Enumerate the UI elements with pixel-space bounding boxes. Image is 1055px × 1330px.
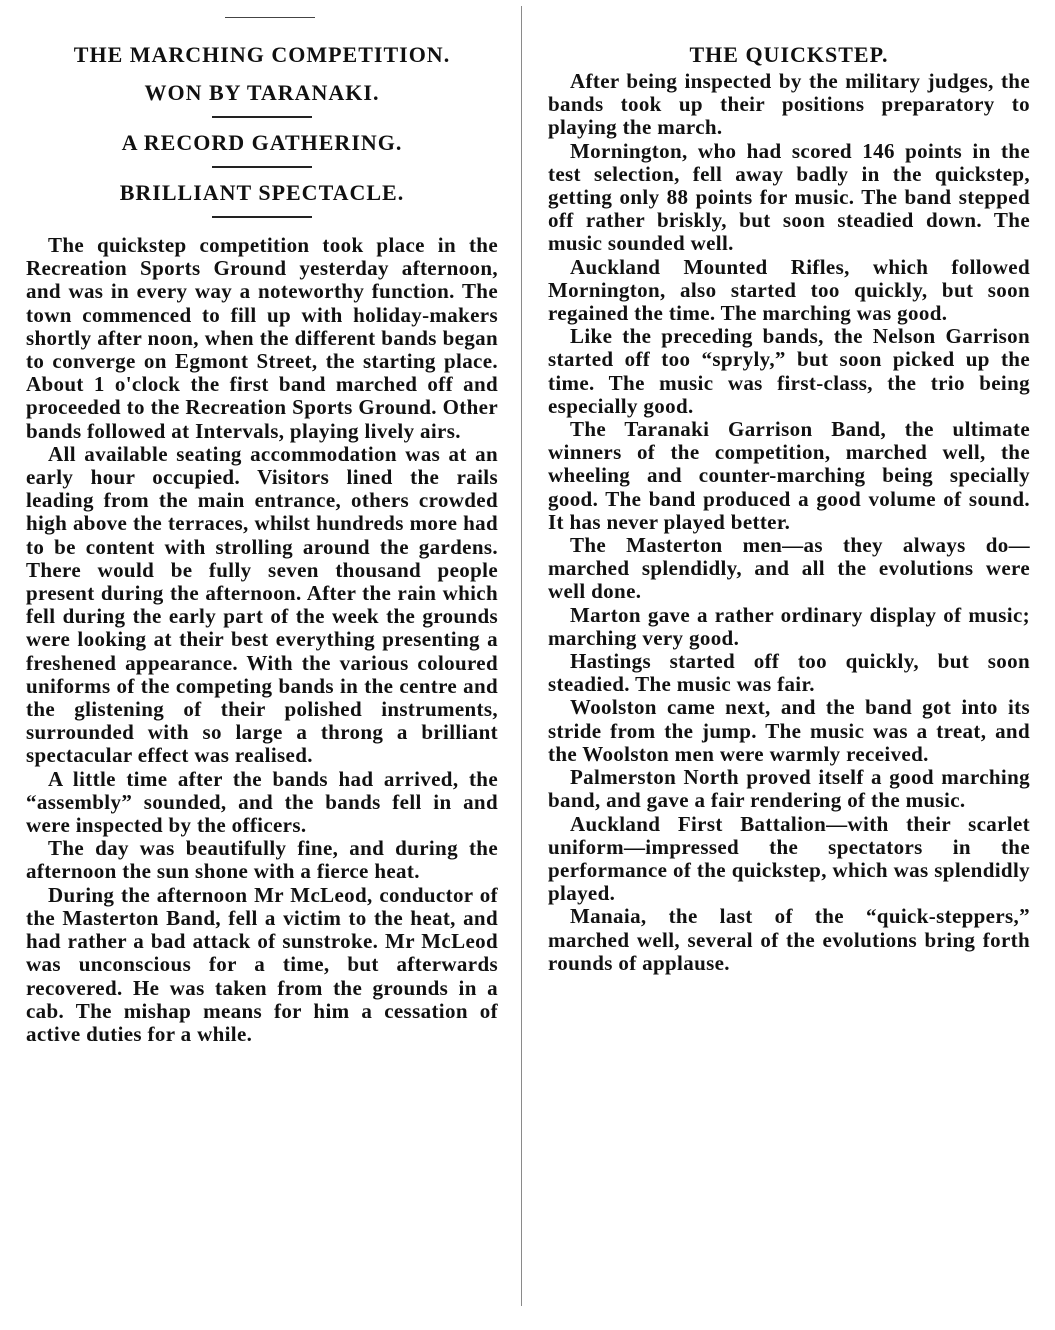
article-paragraph: During the afternoon Mr McLeod, conductor of the Masterton Band, fell a victim to the heat, and had rather a bad attack of sunstroke. Mr McLeod was unconscious for a time, but afterwards recovered. He was taken from the grounds in a cab. The mishap means for him a cessation of active duties for a while.	[26, 882, 498, 1046]
headline-rule	[212, 116, 312, 118]
article-paragraph: Mornington, who had scored 146 points in the test selection, fell away badly in the quickstep, getting only 88 points for music. The band stepped off rather briskly, but soon steadied down. The music sounded well.	[548, 138, 1030, 256]
article-paragraph: Marton gave a rather ordinary display of music; marching very good.	[548, 602, 1030, 650]
section-title-quickstep: THE QUICKSTEP.	[689, 42, 889, 67]
article-paragraph: Palmerston North proved itself a good marching band, and gave a fair rendering of the music.	[548, 765, 1030, 813]
article-paragraph: Auckland Mounted Rifles, which followed Mornington, also started too quickly, but soon regained the time. The marching was good.	[548, 254, 1030, 326]
article-paragraph: The Masterton men—as they always do—marched splendidly, and all the evolutions were well done.	[548, 533, 1030, 604]
left-column	[26, 14, 498, 1046]
article-paragraph: After being inspected by the military judges, the bands took up their positions preparatory to playing the march.	[548, 69, 1030, 140]
article-paragraph: All available seating accommodation was at an early hour occupied. Visitors lined the rails leading from the main entrance, others crowded high above the terraces, whilst hundreds more had to be content with strolling around the gardens. There would be fully seven thousand people present during the afternoon. After the rain which fell during the early part of the week the grounds were looking at their best everything presenting a freshened appearance. With the various coloured uniforms of the competing bands in the centre and the glistening of their polished instruments, surrounded with so large a throng a brilliant spectacular effect was realised.	[26, 441, 498, 768]
headline-brilliant-spectacle: BRILLIANT SPECTACLE.	[119, 180, 405, 205]
article-paragraph: A little time after the bands had arrived, the “assembly” sounded, and the bands fell in and were inspected by the officers.	[26, 766, 498, 838]
article-paragraph: The day was beautifully fine, and during the afternoon the sun shone with a fierce heat.	[26, 836, 498, 884]
article-paragraph: Hastings started off too quickly, but soon steadied. The music was fair.	[548, 649, 1030, 697]
column-divider	[521, 6, 522, 1306]
headline-rule	[212, 166, 312, 168]
headline-won-by-taranaki: WON BY TARANAKI.	[144, 80, 380, 105]
article-paragraph: The Taranaki Garrison Band, the ultimate winners of the competition, marched well, the wheeling and counter-marching being specially good. The band produced a good volume of sound. It has never played better.	[548, 417, 1030, 534]
left-article-body	[26, 234, 498, 1046]
article-paragraph: Woolston came next, and the band got into its stride from the jump. The music was a treat, and the Woolston men were warmly received.	[548, 695, 1030, 766]
article-paragraph: The quickstep competition took place in the Recreation Sports Ground yesterday afternoon, and was in every way a noteworthy function. The town commenced to fill up with holiday-makers shortly after noon, when the different bands began to converge on Egmont Street, the starting place. About 1 o'clock the first band marched off and proceeded to the Recreation Sports Ground. Other bands followed at Intervals, playing lively airs.	[26, 233, 498, 443]
headline-rule	[212, 216, 312, 218]
article-paragraph: Manaia, the last of the “quick-steppers,” marched well, several of the evolutions bring forth rounds of applause.	[548, 904, 1030, 975]
right-article-body	[548, 70, 1030, 975]
headline-marching-competition: THE MARCHING COMPETITION.	[73, 42, 451, 67]
headline-record-gathering: A RECORD GATHERING.	[121, 130, 403, 155]
article-paragraph: Like the preceding bands, the Nelson Garrison started off too “spryly,” but soon picked up the time. The music was first-class, the trio being especially good.	[548, 324, 1030, 418]
article-paragraph: Auckland First Battalion—with their scarlet uniform—impressed the spectators in the performance of the quickstep, which was splendidly played.	[548, 811, 1030, 906]
right-column	[548, 14, 1030, 975]
